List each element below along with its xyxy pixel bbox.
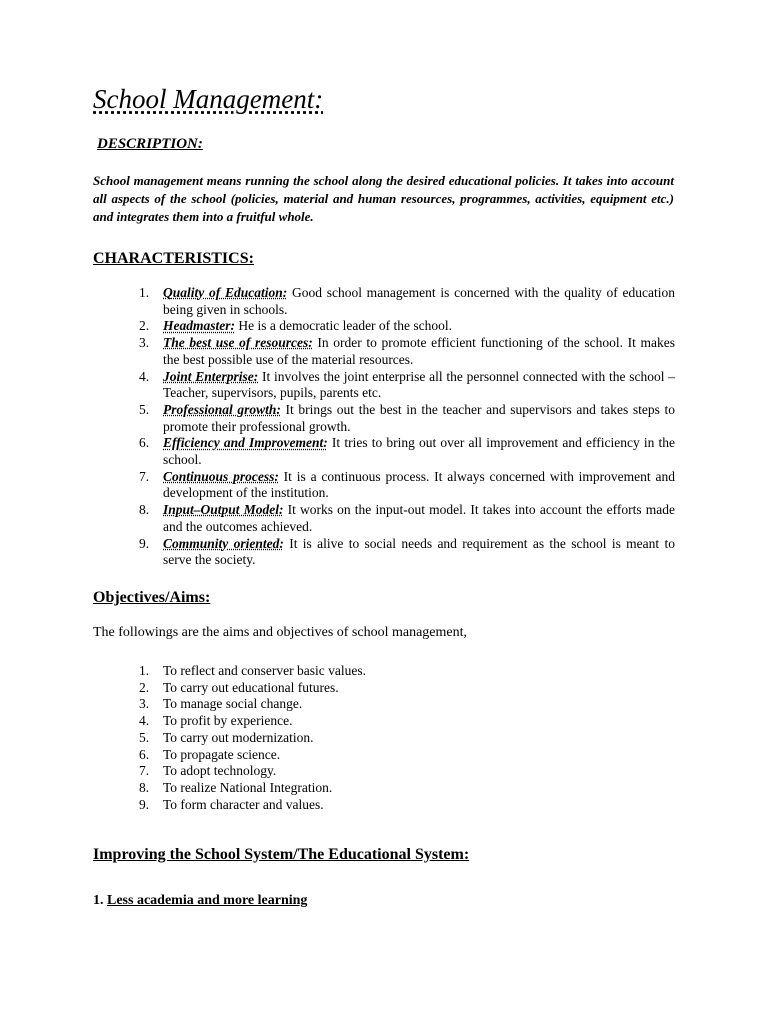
- list-number: 7.: [139, 763, 150, 779]
- description-heading: DESCRIPTION:: [97, 136, 203, 152]
- improving-subheading: [93, 893, 307, 909]
- item-text: To carry out modernization.: [163, 729, 314, 745]
- objectives-heading: Objectives/Aims:: [93, 589, 211, 606]
- list-item: [139, 696, 675, 713]
- item-text: To adopt technology.: [163, 763, 277, 779]
- list-item: [139, 469, 675, 502]
- list-item: [139, 285, 675, 318]
- item-text: To manage social change.: [163, 696, 303, 712]
- item-text: To form character and values.: [163, 796, 324, 812]
- list-number: 1.: [139, 663, 150, 678]
- term-label: Input–Output Model:: [163, 502, 284, 518]
- item-text: To propagate science.: [163, 746, 281, 762]
- objectives-intro: The followings are the aims and objectives of school management,: [93, 625, 468, 640]
- item-text: He is a democratic leader of the school.: [235, 318, 453, 334]
- list-number: 5.: [139, 401, 150, 417]
- item-text: It works on the input-out model. It takes into account the efforts made and the outcomes achieved.: [163, 502, 675, 534]
- item-text: Good school management is concerned with the quality of education being given in schools.: [163, 285, 675, 317]
- list-number: 3.: [139, 696, 150, 712]
- term-label: Continuous process:: [163, 468, 279, 484]
- item-text: It brings out the best in the teacher and supervisors and takes steps to promote their professional growth.: [163, 401, 675, 434]
- improving-heading: Improving the School System/The Educational System:: [93, 846, 470, 863]
- list-item: [139, 763, 675, 780]
- list-item: [139, 536, 675, 569]
- list-number: 9.: [139, 535, 150, 551]
- subheading-text: Less academia and more learning: [107, 893, 308, 908]
- page-title: School Management:: [93, 84, 324, 114]
- item-text: It is a continuous process. It always concerned with improvement and development of the institution.: [163, 468, 675, 501]
- list-item: [139, 318, 675, 335]
- list-item: [139, 797, 675, 814]
- list-item: [139, 713, 675, 730]
- list-number: 4.: [139, 368, 150, 384]
- list-item: [139, 663, 675, 680]
- list-number: 8.: [139, 779, 150, 795]
- list-item: [139, 730, 675, 747]
- list-number: 6.: [139, 435, 150, 451]
- list-item: [139, 335, 675, 368]
- list-item: [139, 780, 675, 797]
- term-label: Quality of Education:: [163, 285, 288, 300]
- list-number: 6.: [139, 746, 150, 762]
- list-item: [139, 369, 675, 402]
- item-text: It tries to bring out over all improvement and efficiency in the school.: [163, 435, 675, 468]
- term-label: Efficiency and Improvement:: [163, 435, 328, 451]
- term-label: Community oriented:: [163, 535, 284, 551]
- list-number: 5.: [139, 729, 150, 745]
- item-text: It involves the joint enterprise all the personnel connected with the school – Teacher, supervisors, pupils, parents etc.: [163, 368, 676, 401]
- term-label: Professional growth:: [163, 401, 281, 417]
- list-number: 1.: [139, 285, 150, 300]
- subheading-number: 1.: [93, 893, 104, 908]
- objectives-list: [139, 663, 675, 813]
- characteristics-heading: CHARACTERISTICS:: [93, 250, 254, 267]
- list-number: 7.: [139, 468, 150, 484]
- list-item: [139, 435, 675, 468]
- list-number: 2.: [139, 679, 150, 695]
- item-text: It is alive to social needs and requirement as the school is meant to serve the society.: [163, 535, 675, 568]
- list-number: 9.: [139, 796, 150, 812]
- list-item: [139, 680, 675, 697]
- list-item: [139, 502, 675, 535]
- term-label: The best use of resources:: [163, 335, 313, 351]
- item-text: To reflect and conserver basic values.: [163, 663, 366, 678]
- item-text: To carry out educational futures.: [163, 679, 339, 695]
- list-item: [139, 747, 675, 764]
- term-label: Joint Enterprise:: [163, 368, 259, 384]
- list-item: [139, 402, 675, 435]
- item-text: To realize National Integration.: [163, 779, 333, 795]
- characteristics-list: [139, 285, 675, 569]
- list-number: 8.: [139, 502, 150, 518]
- item-text: To profit by experience.: [163, 713, 293, 729]
- list-number: 2.: [139, 318, 150, 334]
- term-label: Headmaster:: [163, 318, 235, 334]
- item-text: In order to promote efficient functioning of the school. It makes the best possible use of the material resources.: [163, 335, 675, 367]
- description-text: School management means running the school along the desired educational policies. It takes into account all aspects of the school (policies, material and human resources, programmes, activities, equipment etc.) and integrates them into a fruitful whole.: [93, 173, 674, 224]
- list-number: 3.: [139, 335, 150, 351]
- list-number: 4.: [139, 713, 150, 729]
